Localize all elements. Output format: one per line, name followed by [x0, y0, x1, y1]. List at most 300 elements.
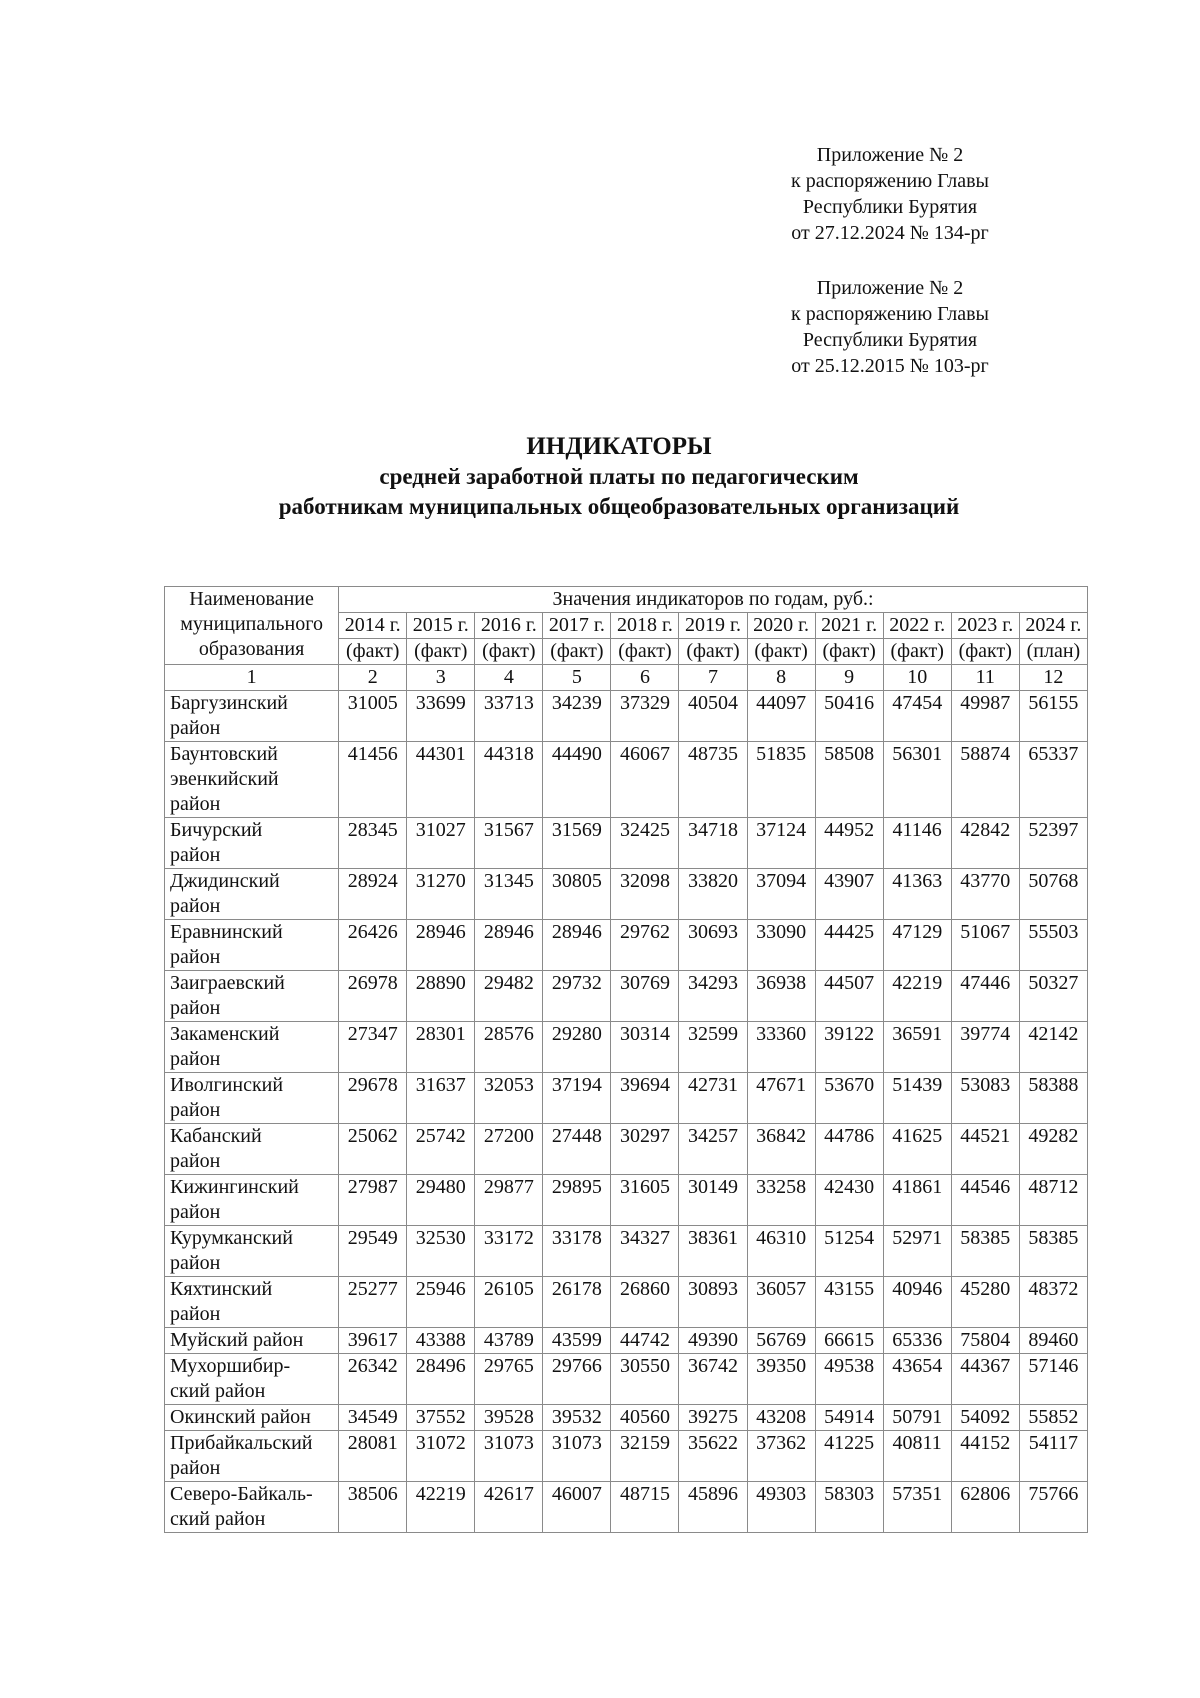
indicator-value: 36057	[747, 1277, 815, 1328]
indicator-value: 28946	[543, 920, 611, 971]
municipality-name-line: Окинский район	[170, 1406, 311, 1428]
indicator-value: 49282	[1019, 1124, 1087, 1175]
table-body	[165, 691, 1088, 1533]
indicator-value: 43770	[951, 869, 1019, 920]
indicator-value: 31345	[475, 869, 543, 920]
year-type-header: (факт)	[339, 639, 407, 665]
indicator-value: 34718	[679, 818, 747, 869]
municipality-name-line: район	[170, 1457, 221, 1479]
indicator-value: 58388	[1019, 1073, 1087, 1124]
municipality-name	[165, 1328, 339, 1354]
indicator-value: 30314	[611, 1022, 679, 1073]
year-header: 2019 г.	[679, 613, 747, 639]
municipality-name-line: ский район	[170, 1508, 266, 1530]
indicator-value: 34293	[679, 971, 747, 1022]
year-type-header: (факт)	[883, 639, 951, 665]
indicator-value: 30805	[543, 869, 611, 920]
municipality-name	[165, 1277, 339, 1328]
indicator-value: 58874	[951, 742, 1019, 818]
column-number: 10	[883, 665, 951, 691]
indicator-value: 28924	[339, 869, 407, 920]
indicator-value: 28345	[339, 818, 407, 869]
indicator-value: 44425	[815, 920, 883, 971]
indicator-value: 55503	[1019, 920, 1087, 971]
indicator-value: 41225	[815, 1431, 883, 1482]
indicator-value: 41625	[883, 1124, 951, 1175]
indicator-value: 25946	[407, 1277, 475, 1328]
indicator-value: 52397	[1019, 818, 1087, 869]
indicator-value: 39275	[679, 1405, 747, 1431]
year-header: 2020 г.	[747, 613, 815, 639]
indicator-value: 36591	[883, 1022, 951, 1073]
appendix-line: от 27.12.2024 № 134-рг	[791, 222, 989, 244]
indicator-value: 58508	[815, 742, 883, 818]
indicator-value: 29280	[543, 1022, 611, 1073]
indicator-value: 32425	[611, 818, 679, 869]
table-row	[165, 1277, 1088, 1328]
indicator-value: 46310	[747, 1226, 815, 1277]
municipality-name-line: район	[170, 793, 221, 815]
municipality-name	[165, 691, 339, 742]
indicator-value: 26105	[475, 1277, 543, 1328]
municipality-name-line: Баунтовский	[170, 743, 278, 765]
indicator-value: 49303	[747, 1482, 815, 1533]
year-header: 2021 г.	[815, 613, 883, 639]
indicator-value: 54914	[815, 1405, 883, 1431]
indicator-value: 39694	[611, 1073, 679, 1124]
indicator-value: 30769	[611, 971, 679, 1022]
indicator-value: 40504	[679, 691, 747, 742]
indicator-value: 46067	[611, 742, 679, 818]
year-type-header: (факт)	[815, 639, 883, 665]
indicator-value: 33820	[679, 869, 747, 920]
municipality-name	[165, 1073, 339, 1124]
indicator-value: 57351	[883, 1482, 951, 1533]
municipality-name-line: район	[170, 1048, 221, 1070]
indicator-value: 27987	[339, 1175, 407, 1226]
indicator-value: 29732	[543, 971, 611, 1022]
year-header: 2017 г.	[543, 613, 611, 639]
municipality-name-line: Кабанский	[170, 1125, 262, 1147]
indicator-value: 29482	[475, 971, 543, 1022]
appendix-line: к распоряжению Главы	[791, 303, 989, 325]
indicator-value: 42219	[407, 1482, 475, 1533]
values-header: Значения индикаторов по годам, руб.:	[339, 587, 1088, 613]
indicator-value: 53083	[951, 1073, 1019, 1124]
indicator-value: 31073	[475, 1431, 543, 1482]
indicator-value: 37194	[543, 1073, 611, 1124]
municipality-name-line: эвенкийский	[170, 768, 279, 790]
indicator-value: 58385	[951, 1226, 1019, 1277]
indicator-value: 28496	[407, 1354, 475, 1405]
indicator-value: 37362	[747, 1431, 815, 1482]
indicator-value: 34549	[339, 1405, 407, 1431]
indicator-value: 44546	[951, 1175, 1019, 1226]
indicator-value: 44301	[407, 742, 475, 818]
column-number: 9	[815, 665, 883, 691]
table-row	[165, 1175, 1088, 1226]
indicator-value: 32098	[611, 869, 679, 920]
indicator-value: 62806	[951, 1482, 1019, 1533]
indicator-value: 42617	[475, 1482, 543, 1533]
indicator-value: 31567	[475, 818, 543, 869]
municipality-name	[165, 1482, 339, 1533]
indicator-value: 40811	[883, 1431, 951, 1482]
table-row	[165, 691, 1088, 742]
municipality-name-line: район	[170, 1150, 221, 1172]
indicator-value: 55852	[1019, 1405, 1087, 1431]
indicator-value: 37329	[611, 691, 679, 742]
year-header: 2016 г.	[475, 613, 543, 639]
column-number: 1	[165, 665, 339, 691]
indicator-value: 30893	[679, 1277, 747, 1328]
municipality-name	[165, 1405, 339, 1431]
indicator-value: 32159	[611, 1431, 679, 1482]
municipality-name-line: Еравнинский	[170, 921, 283, 943]
column-number: 7	[679, 665, 747, 691]
table-row	[165, 920, 1088, 971]
year-header: 2023 г.	[951, 613, 1019, 639]
table-row	[165, 1022, 1088, 1073]
indicator-value: 30149	[679, 1175, 747, 1226]
year-type-header: (факт)	[543, 639, 611, 665]
indicator-value: 26342	[339, 1354, 407, 1405]
indicator-value: 47454	[883, 691, 951, 742]
municipality-name	[165, 742, 339, 818]
indicator-value: 29765	[475, 1354, 543, 1405]
indicator-value: 28946	[475, 920, 543, 971]
appendix-line: Республики Бурятия	[802, 329, 978, 351]
indicator-value: 26860	[611, 1277, 679, 1328]
municipality-name	[165, 1354, 339, 1405]
indicator-value: 48735	[679, 742, 747, 818]
indicator-value: 43388	[407, 1328, 475, 1354]
municipality-name	[165, 971, 339, 1022]
municipality-name	[165, 920, 339, 971]
indicator-value: 26178	[543, 1277, 611, 1328]
column-number: 11	[951, 665, 1019, 691]
appendix-block-original	[740, 275, 1040, 379]
indicator-value: 37552	[407, 1405, 475, 1431]
indicator-value: 47671	[747, 1073, 815, 1124]
indicator-value: 50768	[1019, 869, 1087, 920]
title-main: ИНДИКАТОРЫ	[526, 433, 712, 460]
table-row	[165, 742, 1088, 818]
indicator-value: 51067	[951, 920, 1019, 971]
indicator-value: 31005	[339, 691, 407, 742]
indicator-value: 50416	[815, 691, 883, 742]
indicator-value: 58385	[1019, 1226, 1087, 1277]
municipality-name-line: район	[170, 895, 221, 917]
indicator-value: 34239	[543, 691, 611, 742]
year-type-header: (факт)	[475, 639, 543, 665]
indicator-value: 31569	[543, 818, 611, 869]
indicator-value: 25062	[339, 1124, 407, 1175]
indicator-value: 56155	[1019, 691, 1087, 742]
municipality-name	[165, 1175, 339, 1226]
indicator-value: 42142	[1019, 1022, 1087, 1073]
indicators-table	[164, 586, 1088, 1533]
indicator-value: 41146	[883, 818, 951, 869]
municipality-name	[165, 1226, 339, 1277]
municipality-name-line: Джидинский	[170, 870, 280, 892]
year-header: 2014 г.	[339, 613, 407, 639]
indicator-value: 56769	[747, 1328, 815, 1354]
header-row	[165, 587, 1088, 613]
municipality-name	[165, 818, 339, 869]
indicator-value: 44742	[611, 1328, 679, 1354]
header-text: Наименование	[189, 588, 314, 610]
municipality-name-line: Иволгинский	[170, 1074, 284, 1096]
indicator-value: 29480	[407, 1175, 475, 1226]
table-row	[165, 1226, 1088, 1277]
column-numbers-row	[165, 665, 1088, 691]
indicator-value: 44521	[951, 1124, 1019, 1175]
indicator-value: 34257	[679, 1124, 747, 1175]
appendix-line: от 25.12.2015 № 103-рг	[791, 355, 989, 377]
indicator-value: 42430	[815, 1175, 883, 1226]
municipality-name-line: район	[170, 1201, 221, 1223]
indicator-value: 26978	[339, 971, 407, 1022]
indicator-value: 28301	[407, 1022, 475, 1073]
municipality-name-line: район	[170, 1099, 221, 1121]
indicator-value: 32599	[679, 1022, 747, 1073]
indicator-value: 41456	[339, 742, 407, 818]
indicator-value: 44318	[475, 742, 543, 818]
table-row	[165, 1328, 1088, 1354]
indicator-value: 46007	[543, 1482, 611, 1533]
indicator-value: 44786	[815, 1124, 883, 1175]
indicator-value: 33090	[747, 920, 815, 971]
indicator-value: 43789	[475, 1328, 543, 1354]
indicator-value: 31270	[407, 869, 475, 920]
indicator-value: 44152	[951, 1431, 1019, 1482]
indicator-value: 51835	[747, 742, 815, 818]
indicator-value: 33258	[747, 1175, 815, 1226]
municipality-name-line: Муйский район	[170, 1329, 304, 1351]
municipality-name-line: Кижингинский	[170, 1176, 299, 1198]
municipality-name	[165, 1124, 339, 1175]
indicator-value: 33360	[747, 1022, 815, 1073]
indicator-value: 37094	[747, 869, 815, 920]
indicator-value: 42731	[679, 1073, 747, 1124]
table-row	[165, 1431, 1088, 1482]
municipality-name-line: район	[170, 844, 221, 866]
indicator-value: 47446	[951, 971, 1019, 1022]
indicator-value: 32053	[475, 1073, 543, 1124]
indicator-value: 39617	[339, 1328, 407, 1354]
indicator-value: 31073	[543, 1431, 611, 1482]
appendix-line: Приложение № 2	[816, 277, 964, 299]
year-header: 2015 г.	[407, 613, 475, 639]
indicator-value: 51439	[883, 1073, 951, 1124]
table-row	[165, 1354, 1088, 1405]
indicator-value: 35622	[679, 1431, 747, 1482]
year-type-header: (факт)	[407, 639, 475, 665]
indicator-value: 39532	[543, 1405, 611, 1431]
municipality-name-line: Северо-Байкаль-	[170, 1483, 313, 1505]
indicator-value: 33699	[407, 691, 475, 742]
indicator-value: 25277	[339, 1277, 407, 1328]
indicator-value: 31637	[407, 1073, 475, 1124]
indicator-value: 30693	[679, 920, 747, 971]
municipality-name-line: район	[170, 1303, 221, 1325]
indicator-value: 45280	[951, 1277, 1019, 1328]
indicator-value: 75766	[1019, 1482, 1087, 1533]
indicator-value: 44490	[543, 742, 611, 818]
indicator-value: 29895	[543, 1175, 611, 1226]
indicator-value: 29549	[339, 1226, 407, 1277]
header-text: муниципального	[180, 613, 323, 635]
indicator-value: 43155	[815, 1277, 883, 1328]
indicator-value: 48372	[1019, 1277, 1087, 1328]
municipality-name-line: Курумканский	[170, 1227, 293, 1249]
appendix-block-current	[740, 142, 1040, 246]
indicator-value: 26426	[339, 920, 407, 971]
indicator-value: 37124	[747, 818, 815, 869]
table-row	[165, 1405, 1088, 1431]
indicator-value: 33178	[543, 1226, 611, 1277]
indicator-value: 31027	[407, 818, 475, 869]
table-row	[165, 1073, 1088, 1124]
indicator-value: 29678	[339, 1073, 407, 1124]
column-number: 2	[339, 665, 407, 691]
indicator-value: 38506	[339, 1482, 407, 1533]
indicator-value: 66615	[815, 1328, 883, 1354]
indicator-value: 28946	[407, 920, 475, 971]
indicator-value: 48712	[1019, 1175, 1087, 1226]
indicator-value: 39350	[747, 1354, 815, 1405]
indicator-value: 49987	[951, 691, 1019, 742]
municipality-name-line: Прибайкальский	[170, 1432, 313, 1454]
indicator-value: 33713	[475, 691, 543, 742]
indicator-value: 29766	[543, 1354, 611, 1405]
municipality-name-line: Заиграевский	[170, 972, 285, 994]
indicator-value: 50791	[883, 1405, 951, 1431]
indicator-value: 39774	[951, 1022, 1019, 1073]
indicator-value: 43208	[747, 1405, 815, 1431]
municipality-name	[165, 1431, 339, 1482]
indicator-value: 42842	[951, 818, 1019, 869]
indicator-value: 89460	[1019, 1328, 1087, 1354]
title-line: работникам муниципальных общеобразовательных организаций	[278, 494, 960, 519]
indicator-value: 47129	[883, 920, 951, 971]
indicator-value: 31072	[407, 1431, 475, 1482]
year-type-header: (факт)	[951, 639, 1019, 665]
indicator-value: 30550	[611, 1354, 679, 1405]
header-text: образования	[198, 638, 305, 660]
municipality-name-line: Бичурский	[170, 819, 263, 841]
appendix-line: Приложение № 2	[816, 144, 964, 166]
year-type-header: (факт)	[611, 639, 679, 665]
municipality-name	[165, 1022, 339, 1073]
indicator-value: 32530	[407, 1226, 475, 1277]
indicator-value: 31605	[611, 1175, 679, 1226]
indicator-value: 48715	[611, 1482, 679, 1533]
year-header: 2022 г.	[883, 613, 951, 639]
indicator-value: 28890	[407, 971, 475, 1022]
indicator-value: 41363	[883, 869, 951, 920]
column-number: 3	[407, 665, 475, 691]
indicator-value: 36842	[747, 1124, 815, 1175]
indicator-value: 49538	[815, 1354, 883, 1405]
indicator-value: 39528	[475, 1405, 543, 1431]
indicator-value: 65336	[883, 1328, 951, 1354]
document-title	[150, 432, 1088, 522]
indicator-value: 75804	[951, 1328, 1019, 1354]
table-row	[165, 869, 1088, 920]
indicator-value: 54117	[1019, 1431, 1087, 1482]
indicator-value: 29762	[611, 920, 679, 971]
indicator-value: 57146	[1019, 1354, 1087, 1405]
indicator-value: 38361	[679, 1226, 747, 1277]
table-row	[165, 971, 1088, 1022]
table-row	[165, 1124, 1088, 1175]
indicator-value: 40946	[883, 1277, 951, 1328]
indicator-value: 45896	[679, 1482, 747, 1533]
indicator-value: 44367	[951, 1354, 1019, 1405]
municipality-name-line: ский район	[170, 1380, 266, 1402]
year-header: 2018 г.	[611, 613, 679, 639]
column-number: 6	[611, 665, 679, 691]
indicator-value: 44097	[747, 691, 815, 742]
indicator-value: 40560	[611, 1405, 679, 1431]
name-column-header	[165, 587, 339, 665]
appendix-line: к распоряжению Главы	[791, 170, 989, 192]
column-number: 4	[475, 665, 543, 691]
indicator-value: 43654	[883, 1354, 951, 1405]
appendix-line: Республики Бурятия	[802, 196, 978, 218]
indicator-value: 36938	[747, 971, 815, 1022]
title-line: средней заработной платы по педагогическим	[379, 464, 859, 489]
indicator-value: 58303	[815, 1482, 883, 1533]
column-number: 8	[747, 665, 815, 691]
indicator-value: 56301	[883, 742, 951, 818]
indicator-value: 51254	[815, 1226, 883, 1277]
municipality-name	[165, 869, 339, 920]
indicator-value: 43907	[815, 869, 883, 920]
table-row	[165, 818, 1088, 869]
municipality-name-line: Кяхтинский	[170, 1278, 273, 1300]
indicator-value: 30297	[611, 1124, 679, 1175]
indicator-value: 42219	[883, 971, 951, 1022]
indicator-value: 27448	[543, 1124, 611, 1175]
indicator-value: 44952	[815, 818, 883, 869]
municipality-name-line: Мухоршибир-	[170, 1355, 291, 1377]
indicator-value: 29877	[475, 1175, 543, 1226]
column-number: 12	[1019, 665, 1087, 691]
indicator-value: 54092	[951, 1405, 1019, 1431]
indicator-value: 65337	[1019, 742, 1087, 818]
municipality-name-line: район	[170, 946, 221, 968]
year-header: 2024 г.	[1019, 613, 1087, 639]
table-row	[165, 1482, 1088, 1533]
year-type-header: (факт)	[747, 639, 815, 665]
year-type-header: (факт)	[679, 639, 747, 665]
indicator-value: 49390	[679, 1328, 747, 1354]
indicator-value: 33172	[475, 1226, 543, 1277]
indicator-value: 27347	[339, 1022, 407, 1073]
indicator-value: 34327	[611, 1226, 679, 1277]
indicator-value: 53670	[815, 1073, 883, 1124]
column-number: 5	[543, 665, 611, 691]
indicator-value: 27200	[475, 1124, 543, 1175]
municipality-name-line: район	[170, 717, 221, 739]
indicator-value: 39122	[815, 1022, 883, 1073]
indicator-value: 43599	[543, 1328, 611, 1354]
indicator-value: 50327	[1019, 971, 1087, 1022]
year-type-header: (план)	[1019, 639, 1087, 665]
